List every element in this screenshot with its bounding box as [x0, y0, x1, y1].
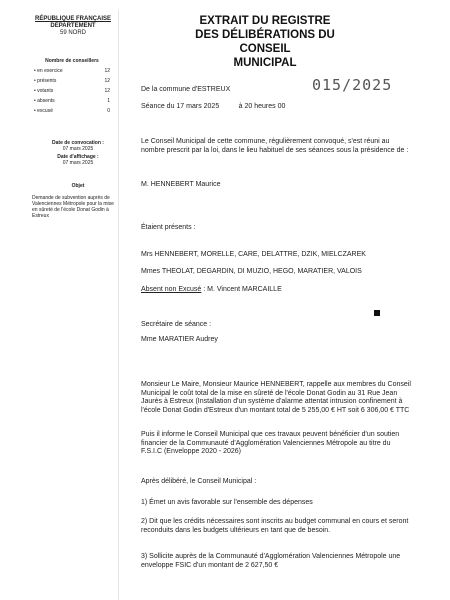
paragraph-deliberation: Après délibéré, le Conseil Municipal :: [141, 478, 257, 485]
paragraph-recall: Monsieur Le Maire, Monsieur Maurice HENNEBERT, rappelle aux membres du Conseil Municipal le coût total de la mise en sûreté de l'école Donat Godin au 31 Rue Jean Jaurès à Estreux (Installation d'un système d'alarme attentat intrusion confinement à l'école Donat Godin d'Estreux d'un montant total de 5 255,00 € HT soit 6 306,00 € TTC: [141, 381, 411, 414]
document-title: EXTRAIT DU REGISTRE DES DÉLIBÉRATIONS DU CONSEIL MUNICIPAL: [195, 15, 335, 69]
intro-paragraph: Le Conseil Municipal de cette commune, régulièrement convoqué, s'est réuni au nombre prescrit par la loi, dans le lieu habituel de ses séances sous la présidence de :: [141, 138, 409, 154]
objet-text: Demande de subvention auprès de Valenciennes Métropole pour la mise en sûreté de l'école Donat Godin à Estreux: [32, 195, 114, 219]
count-row: • présents 12: [34, 78, 110, 84]
convocation-block: [40, 140, 116, 166]
absent-label: Absent non Excusé: [141, 286, 202, 293]
counts-block: [34, 58, 110, 114]
decision-item-2: 2) Dit que les crédits nécessaires sont inscrits au budget communal en cours et seront reconduits dans les budgets ultérieurs en tant que de besoin.: [141, 518, 409, 534]
paragraph-funding: Puis il informe le Conseil Municipal que ces travaux peuvent bénéficier d'un soutien financier de la Communauté d'Agglomération Valenciennes Métropole au titre du F.S.I.C (Enveloppe 2020 - 2026): [141, 431, 400, 455]
decision-item-3: 3) Sollicite auprès de la Communauté d'Agglomération Valenciennes Métropole une enveloppe FSIC d'un montant de 2 627,50 €: [141, 553, 401, 569]
secretary-name: Mme MARATIER Audrey: [141, 336, 218, 343]
convocation-date: 07 mars 2025: [62, 146, 94, 152]
affichage-label: Date d'affichage :: [57, 154, 99, 160]
absent-value: : M. Vincent MARCAILLE: [203, 286, 282, 293]
column-divider: [118, 10, 119, 600]
department-value: 59 NORD: [59, 30, 86, 36]
commune-line: De la commune d'ESTREUX: [141, 86, 231, 93]
presents-label: Étaient présents :: [141, 224, 196, 231]
convocation-label: Date de convocation :: [52, 140, 104, 146]
department-label: DÉPARTEMENT: [50, 23, 96, 29]
counts-heading: Nombre de conseillers: [45, 58, 99, 64]
seance-line: Séance du 17 mars 2025 à 20 heures 00: [141, 103, 286, 110]
absent-line: [141, 286, 282, 294]
presents-women: Mmes THEOLAT, DEGARDIN, DI MUZIO, HEGO, MARATIER, VALOIS: [141, 268, 362, 275]
objet-label: Objet: [71, 183, 85, 189]
president-name: M. HENNEBERT Maurice: [141, 181, 221, 188]
count-row: • absents 1: [34, 98, 110, 104]
left-header: [30, 16, 116, 37]
decision-item-1: 1) Émet un avis favorable sur l'ensemble des dépenses: [141, 499, 313, 506]
affichage-date: 07 mars 2025: [62, 160, 94, 166]
count-row: • en exercice 12: [34, 68, 110, 74]
deliberation-number: 015/2025: [312, 76, 393, 94]
count-row: • votants 12: [34, 88, 110, 94]
republic-label: RÉPUBLIQUE FRANÇAISE: [34, 16, 111, 22]
secretary-label: Secrétaire de séance :: [141, 321, 212, 328]
margin-mark: [374, 310, 380, 316]
count-row: • excusé 0: [34, 108, 110, 114]
presents-men: Mrs HENNEBERT, MORELLE, CARE, DELATTRE, DZIK, MIELCZAREK: [141, 251, 366, 258]
